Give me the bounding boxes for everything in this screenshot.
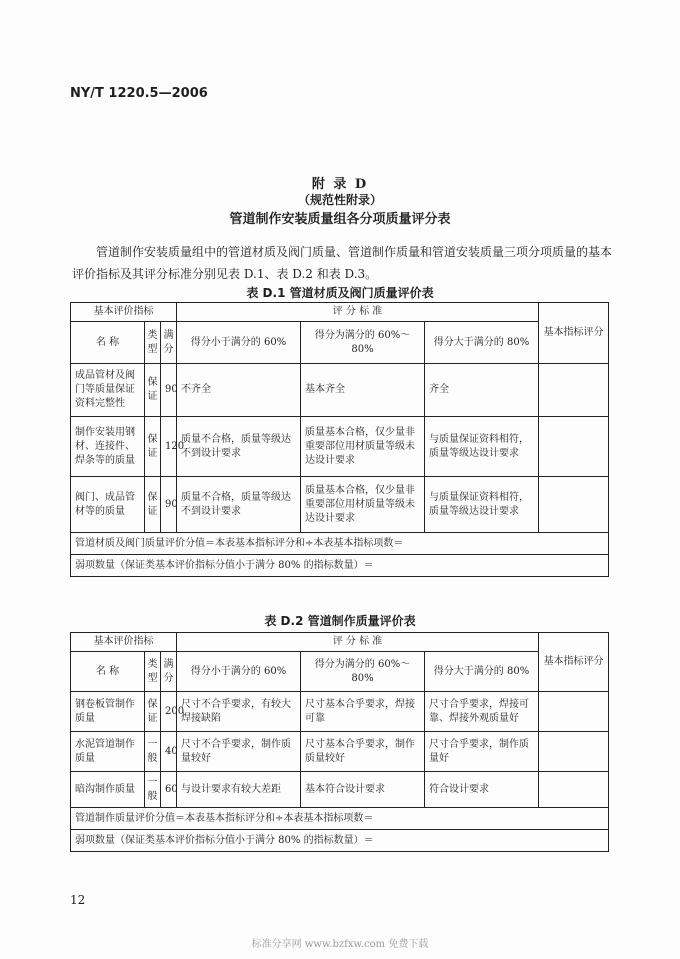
score-header: 基本指标评分 [539, 303, 609, 364]
table-d2-title: 表 D.2 管道制作质量评价表 [264, 614, 416, 628]
row-score [539, 477, 609, 533]
type-header: 类型 [145, 652, 161, 692]
row-below60: 不齐全 [177, 364, 301, 417]
row-full: 90 [161, 477, 177, 533]
appendix-title: 管道制作安装质量组各分项质量评分表 [229, 212, 451, 227]
criteria-header: 评 分 标 准 [177, 633, 539, 652]
name-header: 名 称 [71, 322, 145, 364]
row-name: 制作安装用钢材、连接件、焊条等的质量 [71, 417, 145, 477]
row-full: 60 [161, 772, 177, 808]
table-d2-footer-weak: 弱项数量（保证类基本评价指标分值小于满分 80% 的指标数量）＝ [71, 830, 609, 852]
below60-header: 得分小于满分的 60% [177, 322, 301, 364]
page-number: 12 [70, 893, 86, 907]
row-between: 基本齐全 [301, 364, 425, 417]
row-below60: 质量不合格，质量等级达不到设计要求 [177, 477, 301, 533]
between-header: 得分为满分的 60%～80% [301, 322, 425, 364]
row-score [539, 417, 609, 477]
full-header: 满分 [161, 322, 177, 364]
row-between: 质量基本合格，仅少量非重要部位用材质量等级未达设计要求 [301, 477, 425, 533]
table-row [71, 772, 609, 808]
row-full: 200 [161, 692, 177, 732]
row-full: 90 [161, 364, 177, 417]
row-score [539, 772, 609, 808]
watermark: 标准分享网 www.bzfxw.com 免费下载 [251, 939, 429, 950]
row-name: 暗沟制作质量 [71, 772, 145, 808]
row-above80: 尺寸合乎要求，焊接可靠、焊接外观质量好 [425, 692, 539, 732]
appendix-normative: （规范性附录） [297, 193, 382, 207]
intro-paragraph: 管道制作安装质量组中的管道材质及阀门质量、管道制作质量和管道安装质量三项分项质量的基本评价指标及其评分标准分别见表 D.1、表 D.2 和表 D.3。 [72, 245, 613, 281]
row-type: 一般 [145, 772, 161, 808]
table-row [71, 692, 609, 732]
table-row [71, 417, 609, 477]
table-d1-title: 表 D.1 管道材质及阀门质量评价表 [246, 286, 434, 300]
row-score [539, 692, 609, 732]
above80-header: 得分大于满分的 80% [425, 652, 539, 692]
between-header: 得分为满分的 60%～80% [301, 652, 425, 692]
row-above80: 与质量保证资料相符，质量等级达设计要求 [425, 417, 539, 477]
row-above80: 符合设计要求 [425, 772, 539, 808]
below60-header: 得分小于满分的 60% [177, 652, 301, 692]
row-above80: 齐全 [425, 364, 539, 417]
table-d2 [70, 632, 609, 852]
row-full: 40 [161, 732, 177, 772]
above80-header: 得分大于满分的 80% [425, 322, 539, 364]
row-name: 钢卷板管制作质量 [71, 692, 145, 732]
row-between: 基本符合设计要求 [301, 772, 425, 808]
row-above80: 与质量保证资料相符，质量等级达设计要求 [425, 477, 539, 533]
row-between: 质量基本合格，仅少量非重要部位用材质量等级未达设计要求 [301, 417, 425, 477]
table-d2-footer-score: 管道制作质量评价分值＝本表基本指标评分和÷本表基本指标项数＝ [71, 808, 609, 830]
criteria-header: 评 分 标 准 [177, 303, 539, 322]
row-type: 保证 [145, 692, 161, 732]
row-full: 120 [161, 417, 177, 477]
row-type: 保证 [145, 477, 161, 533]
table-row [71, 364, 609, 417]
name-header: 名 称 [71, 652, 145, 692]
row-name: 成品管材及阀门等质量保证资料完整性 [71, 364, 145, 417]
row-score [539, 732, 609, 772]
row-below60: 尺寸不合乎要求，有较大焊接缺陷 [177, 692, 301, 732]
standard-number: NY/T 1220.5—2006 [70, 86, 208, 101]
score-header: 基本指标评分 [539, 633, 609, 692]
table-d1 [70, 302, 609, 577]
basic-indicator-header: 基本评价指标 [71, 303, 177, 322]
type-header: 类型 [145, 322, 161, 364]
row-type: 保证 [145, 364, 161, 417]
row-type: 保证 [145, 417, 161, 477]
table-d1-footer-score: 管道材质及阀门质量评价分值＝本表基本指标评分和÷本表基本指标项数＝ [71, 533, 609, 555]
row-name: 水泥管道制作质量 [71, 732, 145, 772]
row-below60: 尺寸不合乎要求，制作质量较好 [177, 732, 301, 772]
row-between: 尺寸基本合乎要求，制作质量较好 [301, 732, 425, 772]
basic-indicator-header: 基本评价指标 [71, 633, 177, 652]
full-header: 满分 [161, 652, 177, 692]
row-below60: 质量不合格，质量等级达不到设计要求 [177, 417, 301, 477]
row-type: 一般 [145, 732, 161, 772]
table-row [71, 477, 609, 533]
row-above80: 尺寸合乎要求，制作质量好 [425, 732, 539, 772]
appendix-label: 附 录 D [311, 177, 369, 192]
row-score [539, 364, 609, 417]
table-d1-footer-weak: 弱项数量（保证类基本评价指标分值小于满分 80% 的指标数量）＝ [71, 555, 609, 577]
row-below60: 与设计要求有较大差距 [177, 772, 301, 808]
table-row [71, 732, 609, 772]
row-between: 尺寸基本合乎要求，焊接可靠 [301, 692, 425, 732]
row-name: 阀门、成品管材等的质量 [71, 477, 145, 533]
